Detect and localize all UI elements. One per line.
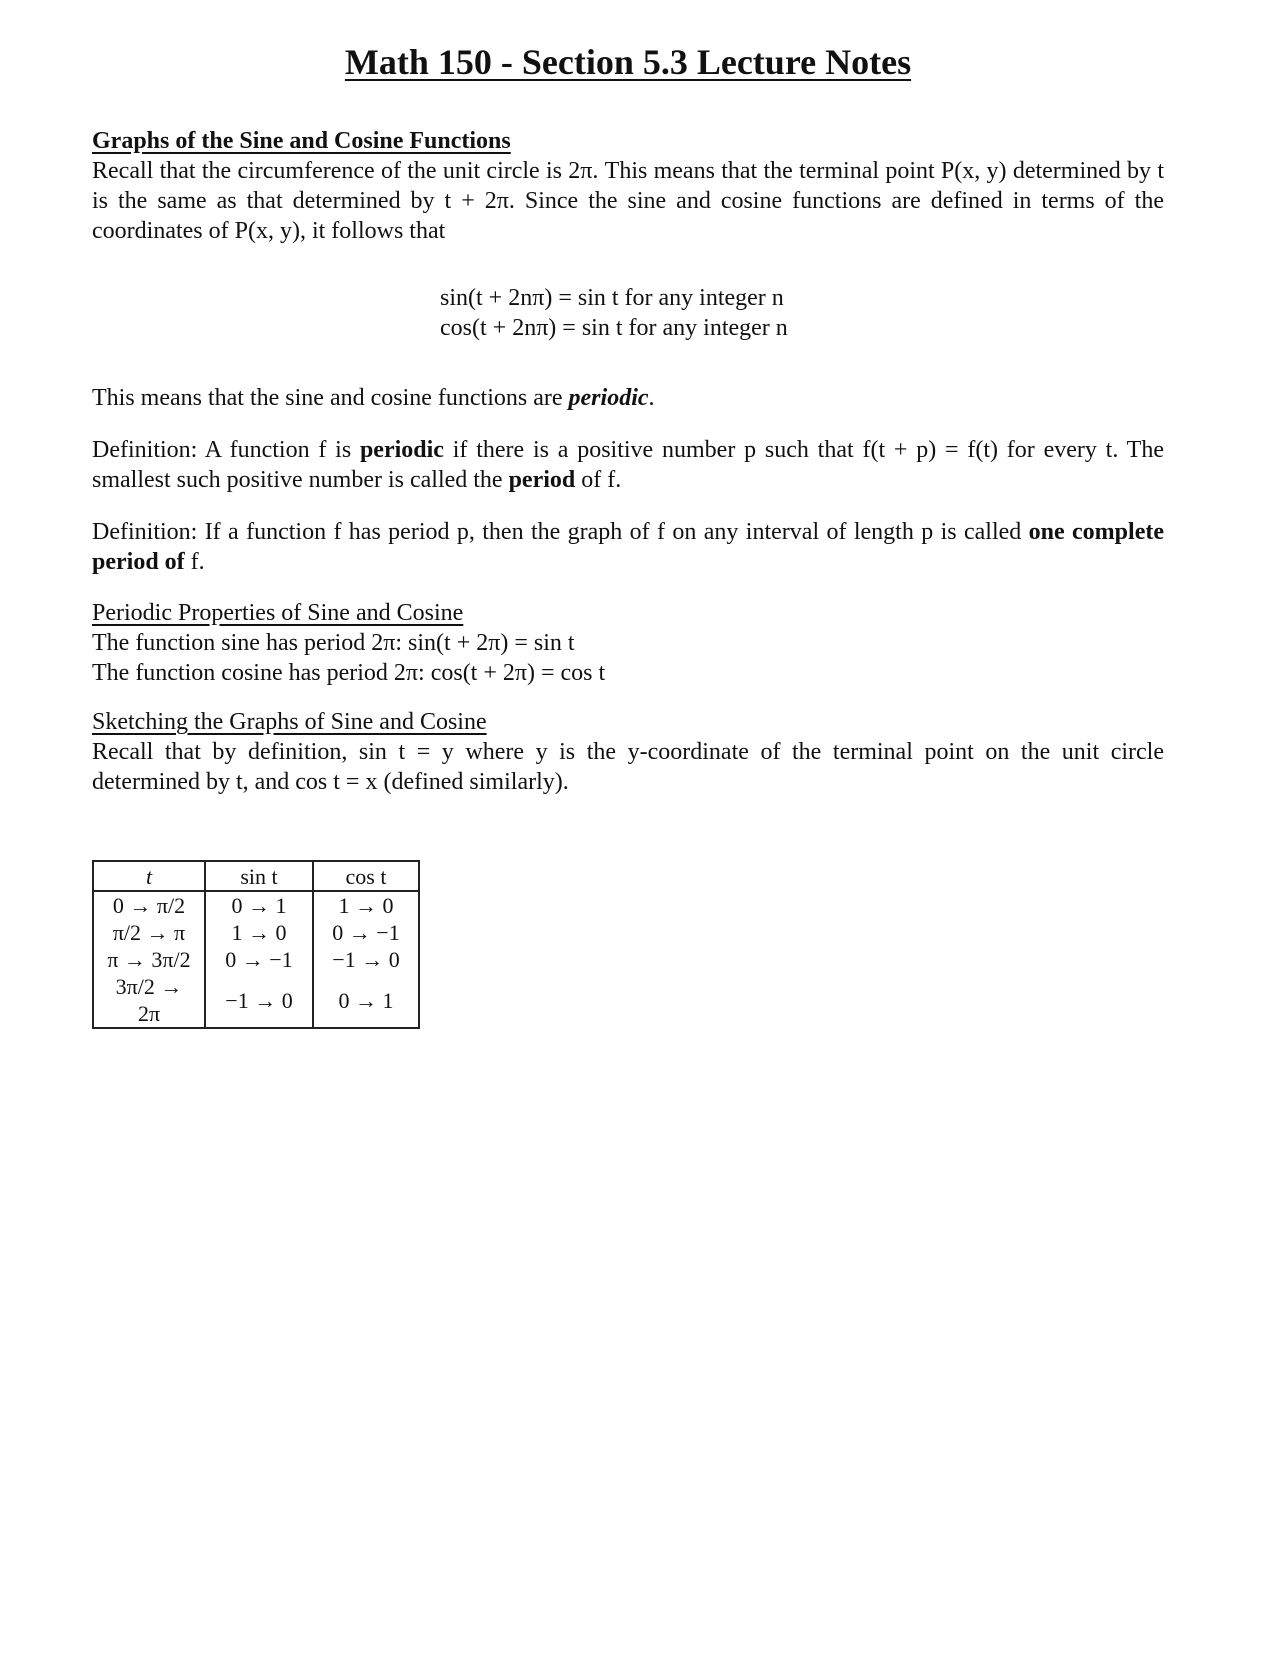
header-sin: sin t xyxy=(205,861,313,891)
periodic-sentence: This means that the sine and cosine functions are periodic. xyxy=(92,385,655,411)
table-row: π → 3π/2 0 → −1 −1 → 0 xyxy=(93,946,419,973)
cosine-period-line: The function cosine has period 2π: cos(t + 2π) = cos t xyxy=(92,660,606,686)
table-row: 0 → π/2 0 → 1 1 → 0 xyxy=(93,891,419,919)
table-header-row xyxy=(93,861,419,891)
section-graphs xyxy=(92,126,1164,246)
subsection-heading: Sketching the Graphs of Sine and Cosine xyxy=(92,709,487,735)
intro-paragraph: Recall that the circumference of the unit circle is 2π. This means that the terminal point P(x, y) determined by t is the same as that determined by t + 2π. Since the sine and cosine functions are defined in terms of the coordinates of P(x, y), it follows that xyxy=(92,158,1164,244)
page-title: Math 150 - Section 5.3 Lecture Notes xyxy=(344,42,912,82)
equation-sine: sin(t + 2nπ) = sin t for any integer n xyxy=(440,285,784,311)
periodic-term: periodic xyxy=(568,385,649,411)
sine-cosine-table xyxy=(92,860,420,1029)
subsection-heading: Periodic Properties of Sine and Cosine xyxy=(92,600,464,626)
table-row: 3π/2 → 2π −1 → 0 0 → 1 xyxy=(93,973,419,1028)
table-row: π/2 → π 1 → 0 0 → −1 xyxy=(93,919,419,946)
header-cos: cos t xyxy=(313,861,419,891)
section-sketching xyxy=(92,707,1164,797)
definition-periodic: Definition: A function f is periodic if there is a positive number p such that f(t + p) = f(t) for every t. The smallest such positive number is called the period of f. xyxy=(92,437,1164,493)
sketching-paragraph: Recall that by definition, sin t = y where y is the y-coordinate of the terminal point on the unit circle determined by t, and cos t = x (defined similarly). xyxy=(92,739,1164,795)
section-periodic-properties xyxy=(92,598,1164,688)
section-heading: Graphs of the Sine and Cosine Functions xyxy=(92,128,511,154)
definition-complete-period: Definition: If a function f has period p, then the graph of f on any interval of length p is called one complete period of f. xyxy=(92,519,1164,575)
sine-period-line: The function sine has period 2π: sin(t + 2π) = sin t xyxy=(92,630,575,656)
header-t: t xyxy=(93,861,205,891)
equation-cosine: cos(t + 2nπ) = sin t for any integer n xyxy=(440,315,788,341)
